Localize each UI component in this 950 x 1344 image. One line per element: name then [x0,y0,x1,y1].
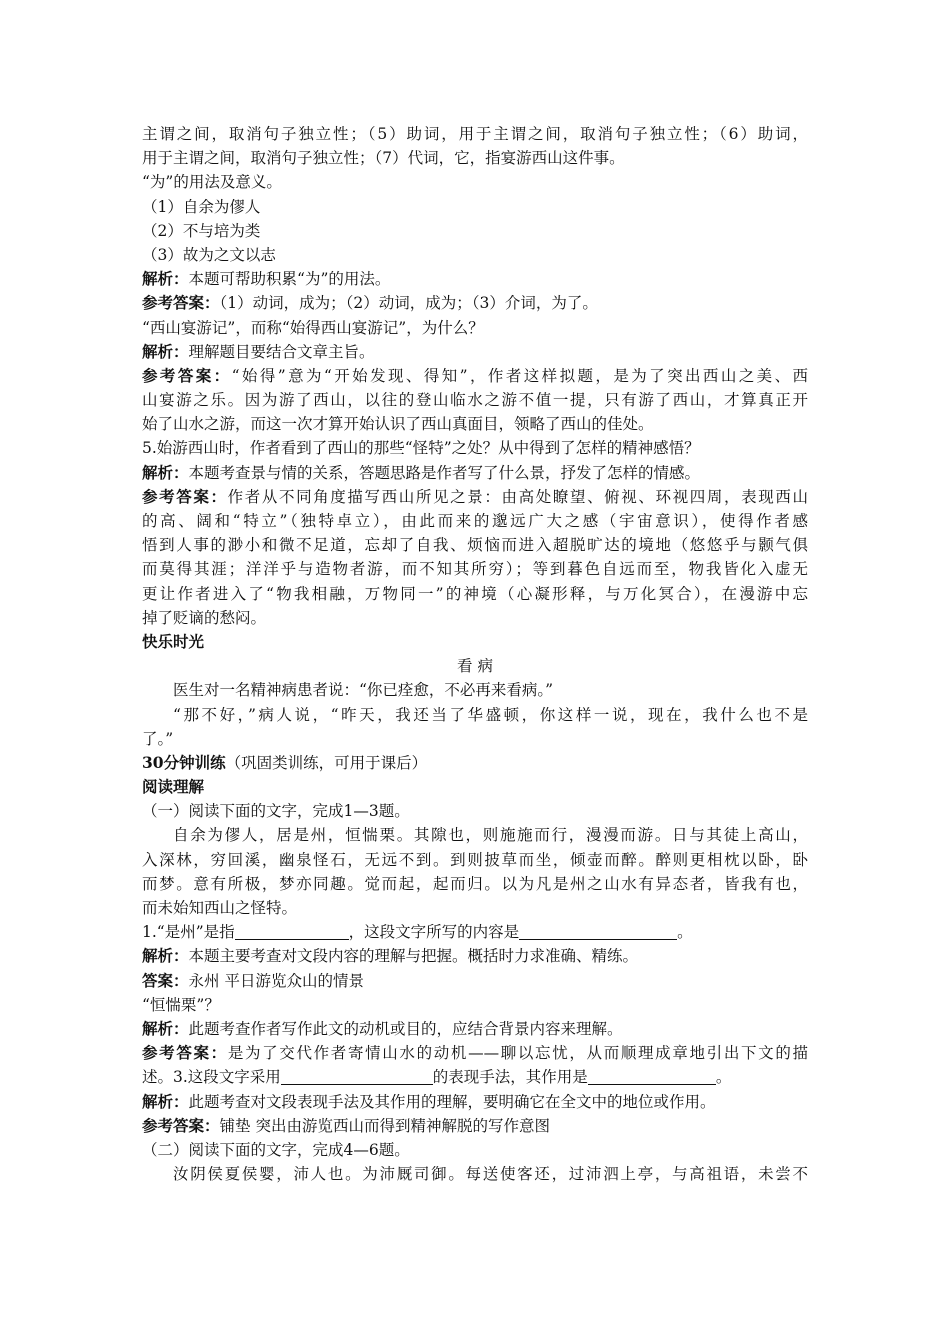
line-text: 山宴游之乐。因为游了西山，以往的登山临水之游不值一提，只有游了西山，才算真正开 [142,391,808,410]
line-text: 悟到人事的渺小和微不足道，忘却了自我、烦恼而进入超脱旷达的境地（悠悠乎与颢气俱 [142,536,808,555]
text-line [142,606,808,630]
line-text: 。 [677,923,693,942]
line-text: 看 病 [457,657,493,676]
line-label: 参考答案： [142,1043,228,1063]
line-label: 解析： [142,341,189,361]
text-line [142,703,808,727]
text-line [142,122,808,146]
line-label: 解析： [142,462,189,482]
text-line [142,1090,808,1114]
line-text: （二）阅读下面的文字，完成4—6题。 [142,1140,410,1159]
text-line [142,1162,808,1186]
text-line [142,944,808,968]
line-text: 入深林，穷回溪，幽泉怪石，无远不到。到则披草而坐，倾壶而醉。醉则更相枕以卧，卧 [142,850,808,869]
text-line [142,993,808,1017]
line-text: 主谓之间，取消句子独立性；（5）助词，用于主谓之间，取消句子独立性；（6）助词， [142,125,808,143]
line-text: 本题可帮助积累“为”的用法。 [188,270,391,289]
text-line [142,170,808,194]
text-line [142,146,808,170]
text-line [142,1065,808,1089]
line-text: “始得”意为“开始发现、得知”，作者这样拟题，是为了突出西山之美、西 [231,366,808,385]
line-text: ，这段文字所写的内容是 [348,923,520,942]
answer-blank [235,923,349,940]
text-line [142,1138,808,1162]
text-line [142,678,808,702]
line-text: 永州 平日游览众山的情景 [188,971,364,990]
line-text: 5.始游西山时，作者看到了西山的那些“怪特”之处？从中得到了怎样的精神感悟？ [142,439,700,458]
text-line [142,920,808,944]
line-text: 用于主谓之间，取消句子独立性；（7）代词，它，指宴游西山这件事。 [142,149,625,168]
line-text: “恒惴栗”？ [142,995,220,1014]
line-text: 本题主要考查对文段内容的理解与把握。概括时力求准确、精练。 [188,947,639,966]
document-body [142,122,808,1186]
text-line [142,1114,808,1138]
text-line [142,727,808,751]
line-text: 理解题目要结合文章主旨。 [188,342,375,361]
text-line [142,969,808,993]
line-text: 此题考查对文段表现手法及其作用的理解，要明确它在全文中的地位或作用。 [188,1092,716,1111]
line-text: （3）故为之文以志 [142,245,276,264]
line-text: 是为了交代作者寄情山水的动机——聊以忘忧，从而顺理成章地引出下文的描 [227,1044,808,1063]
text-line [142,823,808,847]
text-line [142,582,808,606]
line-text: 而梦。意有所极，梦亦同趣。觉而起，起而归。以为凡是州之山水有异态者，皆我有也， [142,874,808,893]
text-line [142,509,808,533]
line-text: 更让作者进入了“物我相融，万物同一”的神境（心凝形释，与万化冥合），在漫游中忘 [142,584,808,603]
line-label: 解析： [142,1018,189,1038]
text-line [142,291,808,315]
line-text: （1）自余为僇人 [142,197,261,216]
answer-blank [588,1068,716,1085]
text-line [142,872,808,896]
text-line [142,799,808,823]
line-text: 本题考查景与情的关系，答题思路是作者写了什么景，抒发了怎样的情感。 [188,463,701,482]
text-line [142,412,808,436]
line-text: 汝阴侯夏侯婴，沛人也。为沛厩司御。每送使客还，过沛泗上亭，与高祖语，未尝不 [173,1165,808,1184]
line-text: 掉了贬谪的愁闷。 [142,608,267,627]
line-label: 快乐时光 [142,631,205,651]
line-text: 述。3.这段文字采用 [142,1068,281,1087]
line-text: “为”的用法及意义。 [142,173,282,192]
line-label: 解析： [142,269,189,289]
line-label: 参考答案： [142,486,228,506]
line-text: 的高、阔和“特立”（独特卓立），由此而来的邈远广大之感（宇宙意识），使得作者感 [142,512,808,530]
text-line [142,1041,808,1065]
line-label: 解析： [142,946,189,966]
line-text: “西山宴游记”，而称“始得西山宴游记”，为什么？ [142,318,484,337]
answer-blank [519,923,677,940]
text-line [142,751,808,775]
line-text: 而莫得其涯；洋洋乎与造物者游，而不知其所穷）；等到暮色自远而至，物我皆化入虚无 [142,560,808,579]
line-text: 作者从不同角度描写西山所见之景：由高处瞭望、俯视、环视四周，表现西山 [227,487,808,506]
line-text: “那不好，”病人说，“昨天，我还当了华盛顿，你这样一说，现在，我什么也不是 [173,705,808,724]
line-label: 解析： [142,1091,189,1111]
line-text: （2）不与培为类 [142,221,261,240]
line-label: 30分钟训练 [142,752,226,772]
line-text: 1.“是州”是指 [142,923,235,942]
text-line [142,533,808,557]
line-label: 答案： [142,970,189,990]
line-text: 的表现手法，其作用是 [432,1068,588,1087]
text-line [142,557,808,581]
text-line [142,364,808,388]
line-text: （一）阅读下面的文字，完成1—3题。 [142,802,410,821]
line-text: （巩固类训练，可用于课后） [225,753,428,772]
text-line [142,896,808,920]
line-text: 此题考查作者写作此文的动机或目的，应结合背景内容来理解。 [188,1019,623,1038]
line-label: 参考答案： [142,365,232,385]
line-text: 自余为僇人，居是州，恒惴栗。其隙也，则施施而行，漫漫而游。日与其徒上高山， [173,826,808,845]
section-heading [142,775,808,799]
text-line [142,1017,808,1041]
line-text: 而未始知西山之怪特。 [142,899,298,917]
line-text: 。 [715,1068,732,1087]
line-text: 始了山水之游，而这一次才算开始认识了西山真面目，领略了西山的佳处。 [142,415,654,434]
text-line [142,388,808,412]
text-line [142,316,808,340]
line-text: （1）动词，成为；（2）动词，成为；（3）介词，为了。 [219,294,598,313]
line-label: 参考答案： [142,1115,220,1135]
text-line [142,340,808,364]
answer-blank [281,1068,433,1085]
line-label: 阅读理解 [142,777,205,797]
line-label: 参考答案： [142,293,220,313]
text-line [142,461,808,485]
line-text: 了。” [142,729,174,748]
section-heading [142,654,808,678]
line-text: 医生对一名精神病患者说：“你已痊愈，不必再来看病。” [173,681,554,700]
text-line [142,195,808,219]
text-line [142,436,808,460]
line-text: 铺垫 突出由游览西山而得到精神解脱的写作意图 [219,1116,550,1135]
text-line [142,848,808,872]
text-line [142,219,808,243]
section-heading [142,630,808,654]
text-line [142,243,808,267]
text-line [142,267,808,291]
text-line [142,485,808,509]
